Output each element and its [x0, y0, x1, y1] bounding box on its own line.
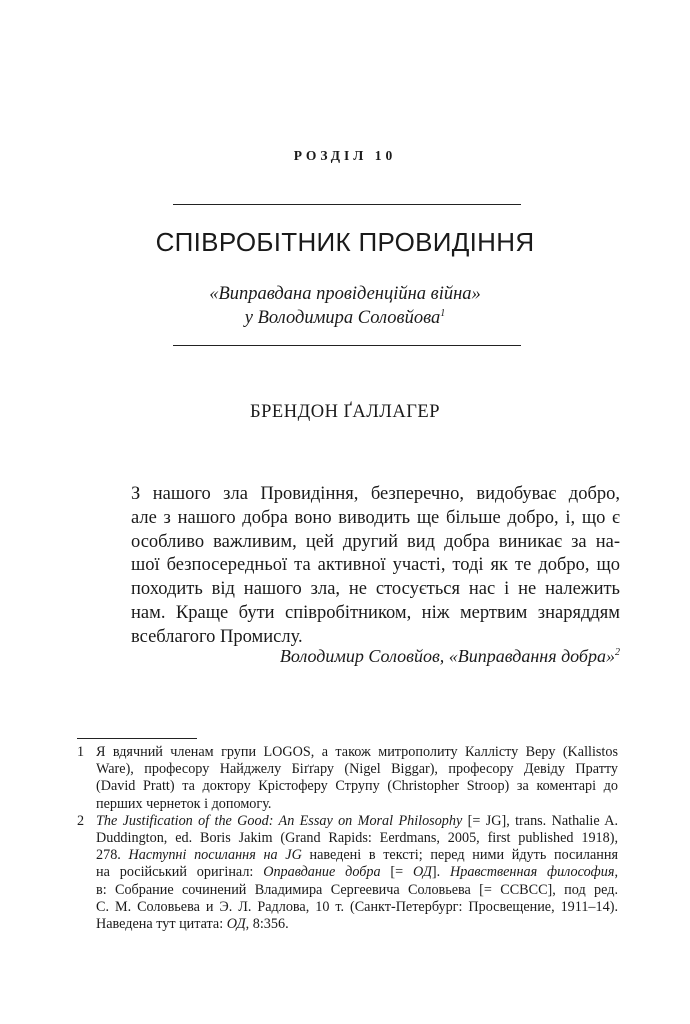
subtitle-line-2 [0, 306, 690, 330]
footnote-line: Я вдячний членам групи LOGOS, а також митрополиту Каллісту Веру (Kallistos [96, 744, 618, 760]
subtitle-line-2-text: у Володимира Соловйова [244, 308, 441, 328]
footnote-text: [= JG], trans. Nathalie A. [462, 812, 618, 829]
footnote-line [96, 864, 618, 881]
epigraph-line: нам. Краще бути співробітником, ніж мертвим знаряддям [131, 602, 620, 623]
footnotes [77, 744, 618, 933]
footnote-number: 2 [77, 812, 85, 829]
footnote-line: Duddington, ed. Boris Jakim (Grand Rapids: Eerdmans, 2005, first published 1918), [96, 830, 618, 847]
author-name: БРЕНДОН ҐАЛЛАГЕР [250, 402, 440, 422]
footnote-line: в: Собрание сочинений Владимира Сергеевича Соловьева [= ССВСС], под ред. [96, 881, 618, 898]
footnote-ref-2[interactable]: 2 [615, 647, 620, 658]
epigraph-line: але з нашого добра воно виводить ще більше добро, і, що є [131, 507, 620, 528]
footnote-text: [= [380, 864, 413, 881]
footnote-text: , [614, 864, 618, 881]
footnote-line [96, 916, 618, 933]
footnote-italic: Нравственная философия [450, 864, 615, 881]
footnote-line: (David Pratt) та доктору Крістоферу Струпу (Christopher Stroop) за коментарі до [96, 778, 618, 795]
epigraph-line: походить від нашого зла, не стосується нас і не належить [131, 579, 620, 600]
footnote-italic: Наступні посилання на JG [128, 847, 302, 864]
footnote-separator [77, 738, 197, 739]
subtitle-line-1: «Виправдана провіденційна війна» [209, 284, 481, 304]
epigraph-line: всеблагого Промислу. [131, 626, 303, 647]
epigraph-line: шої безпосередньої та активної участі, тоді як те добро, що [131, 555, 620, 576]
footnote-line [96, 847, 618, 864]
footnote-text: на російський оригінал: [96, 864, 264, 881]
footnote-text: 278. [96, 847, 129, 864]
footnote-line: перших чернеток і допомогу. [96, 795, 272, 812]
top-divider [173, 204, 521, 205]
footnote-line [96, 813, 618, 830]
footnote-text: наведені в тексті; перед ними йдуть посилання [301, 847, 619, 864]
chapter-label: РОЗДІЛ 10 [293, 148, 397, 163]
bottom-divider [173, 345, 521, 346]
epigraph-line: З нашого зла Провидіння, безперечно, видобуває добро, [131, 484, 620, 504]
footnote-1 [77, 744, 618, 813]
chapter-subtitle [0, 282, 690, 330]
footnote-italic: ОД [226, 916, 246, 933]
epigraph [131, 483, 620, 650]
book-title: The Justification of the Good: An Essay on Moral Philosophy [96, 812, 463, 829]
footnote-italic: ОД [412, 864, 432, 881]
footnote-ref-1[interactable]: 1 [440, 307, 446, 319]
footnote-2 [77, 813, 618, 933]
footnote-text: Наведена тут цитата: [96, 916, 227, 933]
attribution-text: Володимир Соловйов, «Виправдання добра» [279, 646, 615, 666]
footnote-text: ]. [431, 864, 450, 881]
epigraph-attribution [131, 646, 620, 667]
footnote-line: Ware), професору Найджелу Біґґару (Nigel Biggar), професору Девіду Пратту [96, 761, 618, 778]
chapter-title: СПІВРОБІТНИК ПРОВИДІННЯ [155, 227, 535, 257]
footnote-italic: Оправдание добра [263, 864, 381, 881]
footnote-number: 1 [77, 744, 85, 760]
footnote-text: , 8:356. [245, 916, 289, 933]
footnote-line: С. М. Соловьева и Э. Л. Радлова, 10 т. (Санкт-Петербург: Просвещение, 1911–14). [96, 898, 618, 915]
epigraph-line: особливо важливим, цей другий вид добра виникає за на- [131, 531, 620, 552]
